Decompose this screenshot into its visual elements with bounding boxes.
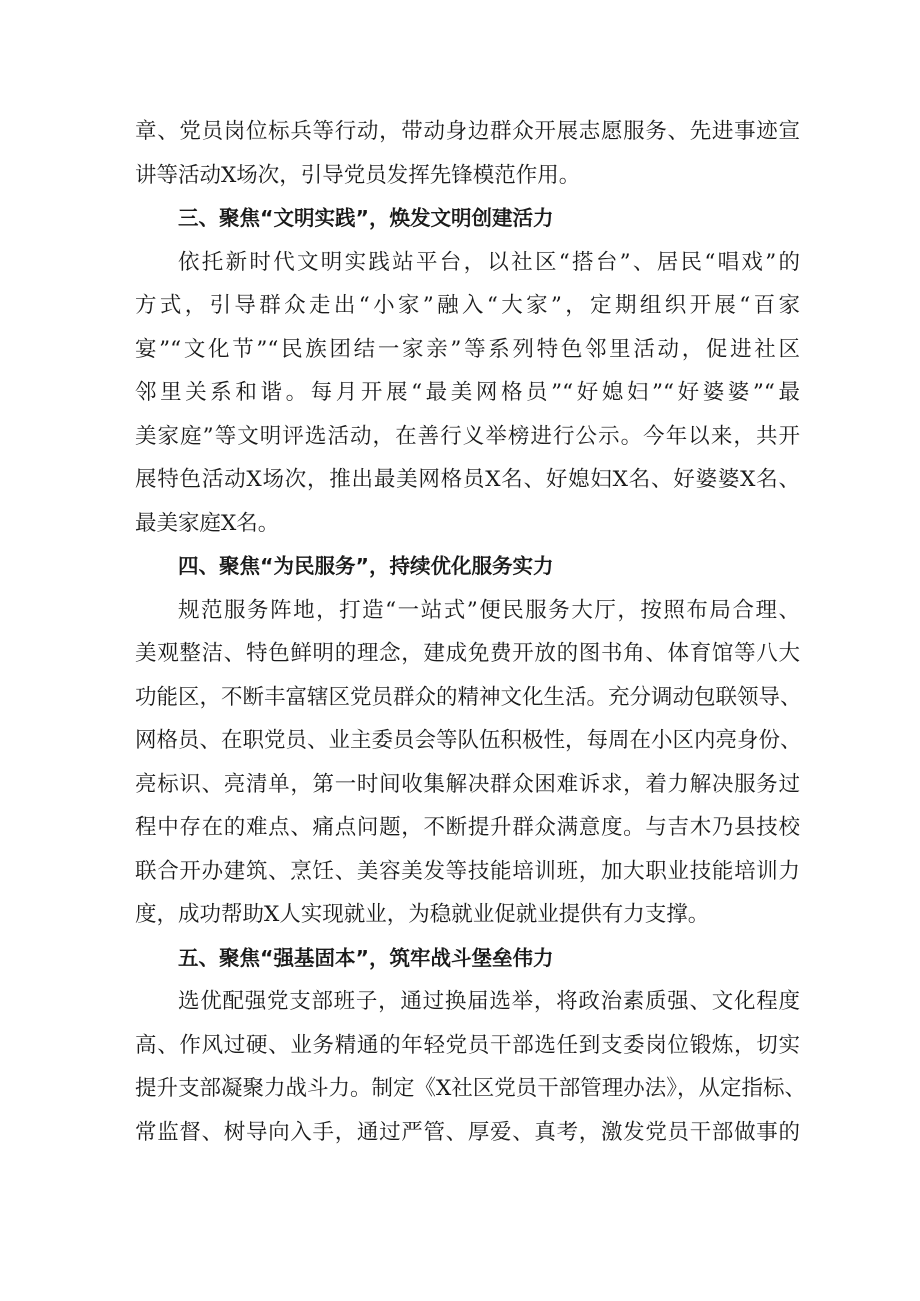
paragraph-line: 依托新时代文明实践站平台，以社区“搭台”、居民“唱戏”的 (178, 249, 800, 275)
section-heading: 四、聚焦“为民服务”，持续优化服务实力 (178, 554, 554, 578)
paragraph-line: 方式，引导群众走出“小家”融入“大家”，定期组织开展“百家 (135, 293, 800, 318)
paragraph-line: 常监督、树导向入手，通过严管、厚爱、真考，激发党员干部做事的 (135, 1119, 800, 1145)
paragraph-line: 亮标识、亮清单，第一时间收集解决群众困难诉求，着力解决服务过 (135, 771, 800, 797)
paragraph-line: 讲等活动X场次，引导党员发挥先锋模范作用。 (135, 162, 581, 188)
paragraph-line: 美家庭”等文明评选活动，在善行义举榜进行公示。今年以来，共开 (135, 423, 800, 449)
paragraph-line: 度，成功帮助X人实现就业，为稳就业促就业提供有力支撑。 (135, 902, 710, 927)
paragraph-line: 高、作风过硬、业务精通的年轻党员干部选任到支委岗位锻炼，切实 (135, 1032, 800, 1058)
paragraph-line: 最美家庭X名。 (135, 510, 280, 536)
paragraph (135, 980, 807, 1154)
paragraph-line: 邻里关系和谐。每月开展“最美网格员”“好媳妇”“好婆婆”“最 (135, 380, 800, 405)
paragraph (135, 241, 800, 546)
paragraph (135, 110, 800, 197)
paragraph-line: 提升支部凝聚力战斗力。制定《X社区党员干部管理办法》，从定指标、 (135, 1076, 807, 1101)
section-heading: 五、聚焦“强基固本”，筑牢战斗堡垒伟力 (178, 945, 554, 970)
paragraph-line: 展特色活动X场次，推出最美网格员X名、好媳妇X名、好婆婆X名、 (135, 467, 800, 492)
paragraph-line: 美观整洁、特色鲜明的理念，建成免费开放的图书角、体育馆等八大 (135, 641, 800, 666)
paragraph (135, 589, 800, 937)
paragraph-line: 联合开办建筑、烹饪、美容美发等技能培训班，加大职业技能培训力 (135, 858, 800, 884)
section-heading: 三、聚焦“文明实践”，焕发文明创建活力 (178, 206, 554, 230)
paragraph-line: 选优配强党支部班子，通过换届选举，将政治素质强、文化程度 (178, 989, 800, 1014)
paragraph-line: 章、党员岗位标兵等行动，带动身边群众开展志愿服务、先进事迹宣 (135, 119, 800, 144)
paragraph-line: 功能区，不断丰富辖区党员群众的精神文化生活。充分调动包联领导、 (135, 684, 802, 710)
paragraph-line: 程中存在的难点、痛点问题，不断提升群众满意度。与吉木乃县技校 (135, 815, 800, 840)
paragraph-line: 宴”“文化节”“民族团结一家亲”等系列特色邻里活动，促进社区 (135, 336, 800, 362)
paragraph-line: 规范服务阵地，打造“一站式”便民服务大厅，按照布局合理、 (178, 597, 800, 623)
paragraph-line: 网格员、在职党员、业主委员会等队伍积极性，每周在小区内亮身份、 (135, 728, 802, 753)
